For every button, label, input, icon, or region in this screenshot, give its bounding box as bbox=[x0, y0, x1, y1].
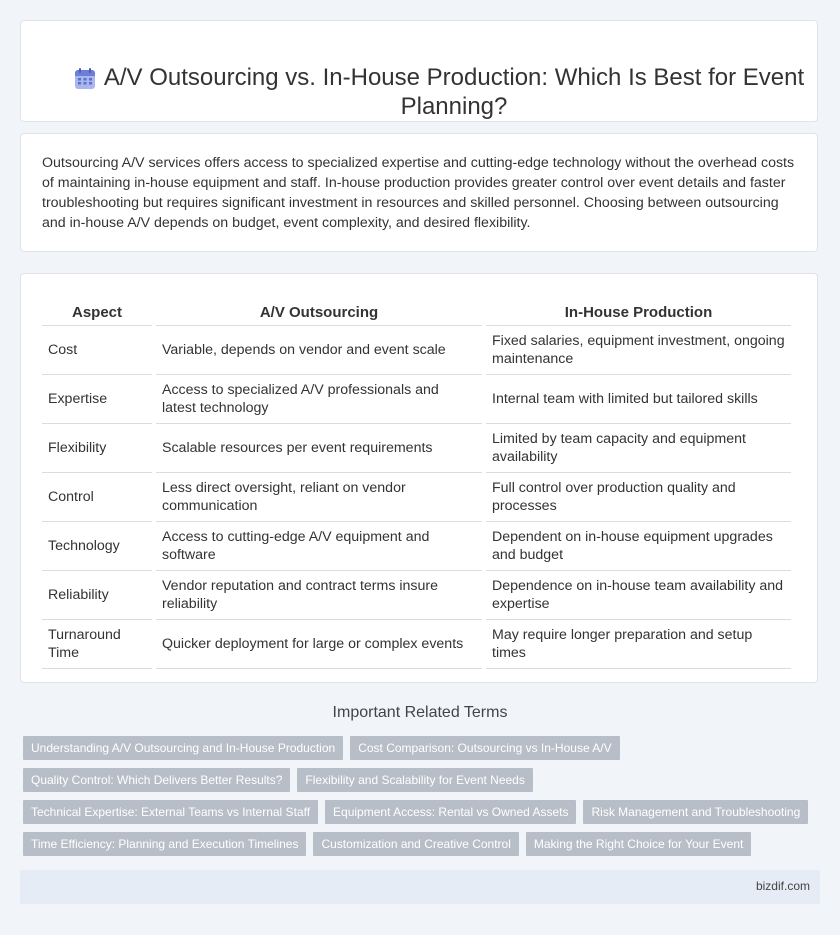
header-aspect: Aspect bbox=[42, 293, 152, 326]
row-aspect: Technology bbox=[42, 522, 152, 571]
row-outsourcing: Scalable resources per event requirements bbox=[156, 424, 482, 473]
table-row bbox=[42, 620, 791, 669]
page-title: A/V Outsourcing vs. In-House Production: Which Is Best for Event Planning? bbox=[103, 64, 805, 120]
row-in-house: May require longer preparation and setup times bbox=[486, 620, 791, 669]
row-aspect: Control bbox=[42, 473, 152, 522]
tag-row bbox=[23, 768, 823, 792]
footer bbox=[20, 870, 820, 904]
related-term-tag[interactable]: Quality Control: Which Delivers Better Results? bbox=[23, 768, 290, 792]
row-in-house: Limited by team capacity and equipment availability bbox=[486, 424, 791, 473]
row-in-house: Full control over production quality and processes bbox=[486, 473, 791, 522]
row-in-house: Dependent on in-house equipment upgrades and budget bbox=[486, 522, 791, 571]
title-card bbox=[20, 20, 818, 122]
related-term-tag[interactable]: Flexibility and Scalability for Event Needs bbox=[297, 768, 532, 792]
related-term-tag[interactable]: Equipment Access: Rental vs Owned Assets bbox=[325, 800, 576, 824]
row-aspect: Cost bbox=[42, 326, 152, 375]
calendar-icon bbox=[73, 67, 97, 91]
intro-text: Outsourcing A/V services offers access to specialized expertise and cutting-edge technology without the overhead costs of maintaining in-house equipment and staff. In-house production provides greater control over event details and faster troubleshooting but requires significant investment in resources and skilled personnel. Choosing between outsourcing and in-house A/V depends on budget, event complexity, and desired flexibility. bbox=[42, 155, 795, 231]
related-terms bbox=[23, 736, 823, 864]
row-in-house: Dependence on in-house team availability and expertise bbox=[486, 571, 791, 620]
comparison-card bbox=[20, 273, 818, 683]
row-outsourcing: Quicker deployment for large or complex events bbox=[156, 620, 482, 669]
row-outsourcing: Variable, depends on vendor and event scale bbox=[156, 326, 482, 375]
table-row bbox=[42, 424, 791, 473]
tag-row bbox=[23, 800, 823, 824]
related-terms-heading: Important Related Terms bbox=[332, 704, 508, 721]
row-outsourcing: Vendor reputation and contract terms insure reliability bbox=[156, 571, 482, 620]
related-term-tag[interactable]: Cost Comparison: Outsourcing vs In-House A/V bbox=[350, 736, 619, 760]
table-row bbox=[42, 326, 791, 375]
table-row bbox=[42, 522, 791, 571]
row-in-house: Fixed salaries, equipment investment, ongoing maintenance bbox=[486, 326, 791, 375]
tag-row bbox=[23, 832, 823, 856]
related-term-tag[interactable]: Technical Expertise: External Teams vs Internal Staff bbox=[23, 800, 318, 824]
header-outsourcing: A/V Outsourcing bbox=[156, 293, 482, 326]
related-term-tag[interactable]: Customization and Creative Control bbox=[313, 832, 518, 856]
row-outsourcing: Less direct oversight, reliant on vendor communication bbox=[156, 473, 482, 522]
row-outsourcing: Access to specialized A/V professionals and latest technology bbox=[156, 375, 482, 424]
row-aspect: Turnaround Time bbox=[42, 620, 152, 669]
related-term-tag[interactable]: Risk Management and Troubleshooting bbox=[583, 800, 808, 824]
row-in-house: Internal team with limited but tailored skills bbox=[486, 375, 791, 424]
comparison-table bbox=[38, 293, 795, 669]
table-row bbox=[42, 473, 791, 522]
footer-brand[interactable]: bizdif.com bbox=[755, 879, 810, 893]
row-aspect: Flexibility bbox=[42, 424, 152, 473]
table-header-row bbox=[42, 293, 791, 326]
row-aspect: Expertise bbox=[42, 375, 152, 424]
intro-card bbox=[20, 133, 818, 252]
row-aspect: Reliability bbox=[42, 571, 152, 620]
tag-row bbox=[23, 736, 823, 760]
related-term-tag[interactable]: Understanding A/V Outsourcing and In-House Production bbox=[23, 736, 343, 760]
header-in-house: In-House Production bbox=[486, 293, 791, 326]
table-row bbox=[42, 375, 791, 424]
related-term-tag[interactable]: Making the Right Choice for Your Event bbox=[526, 832, 751, 856]
row-outsourcing: Access to cutting-edge A/V equipment and software bbox=[156, 522, 482, 571]
related-term-tag[interactable]: Time Efficiency: Planning and Execution Timelines bbox=[23, 832, 306, 856]
table-row bbox=[42, 571, 791, 620]
